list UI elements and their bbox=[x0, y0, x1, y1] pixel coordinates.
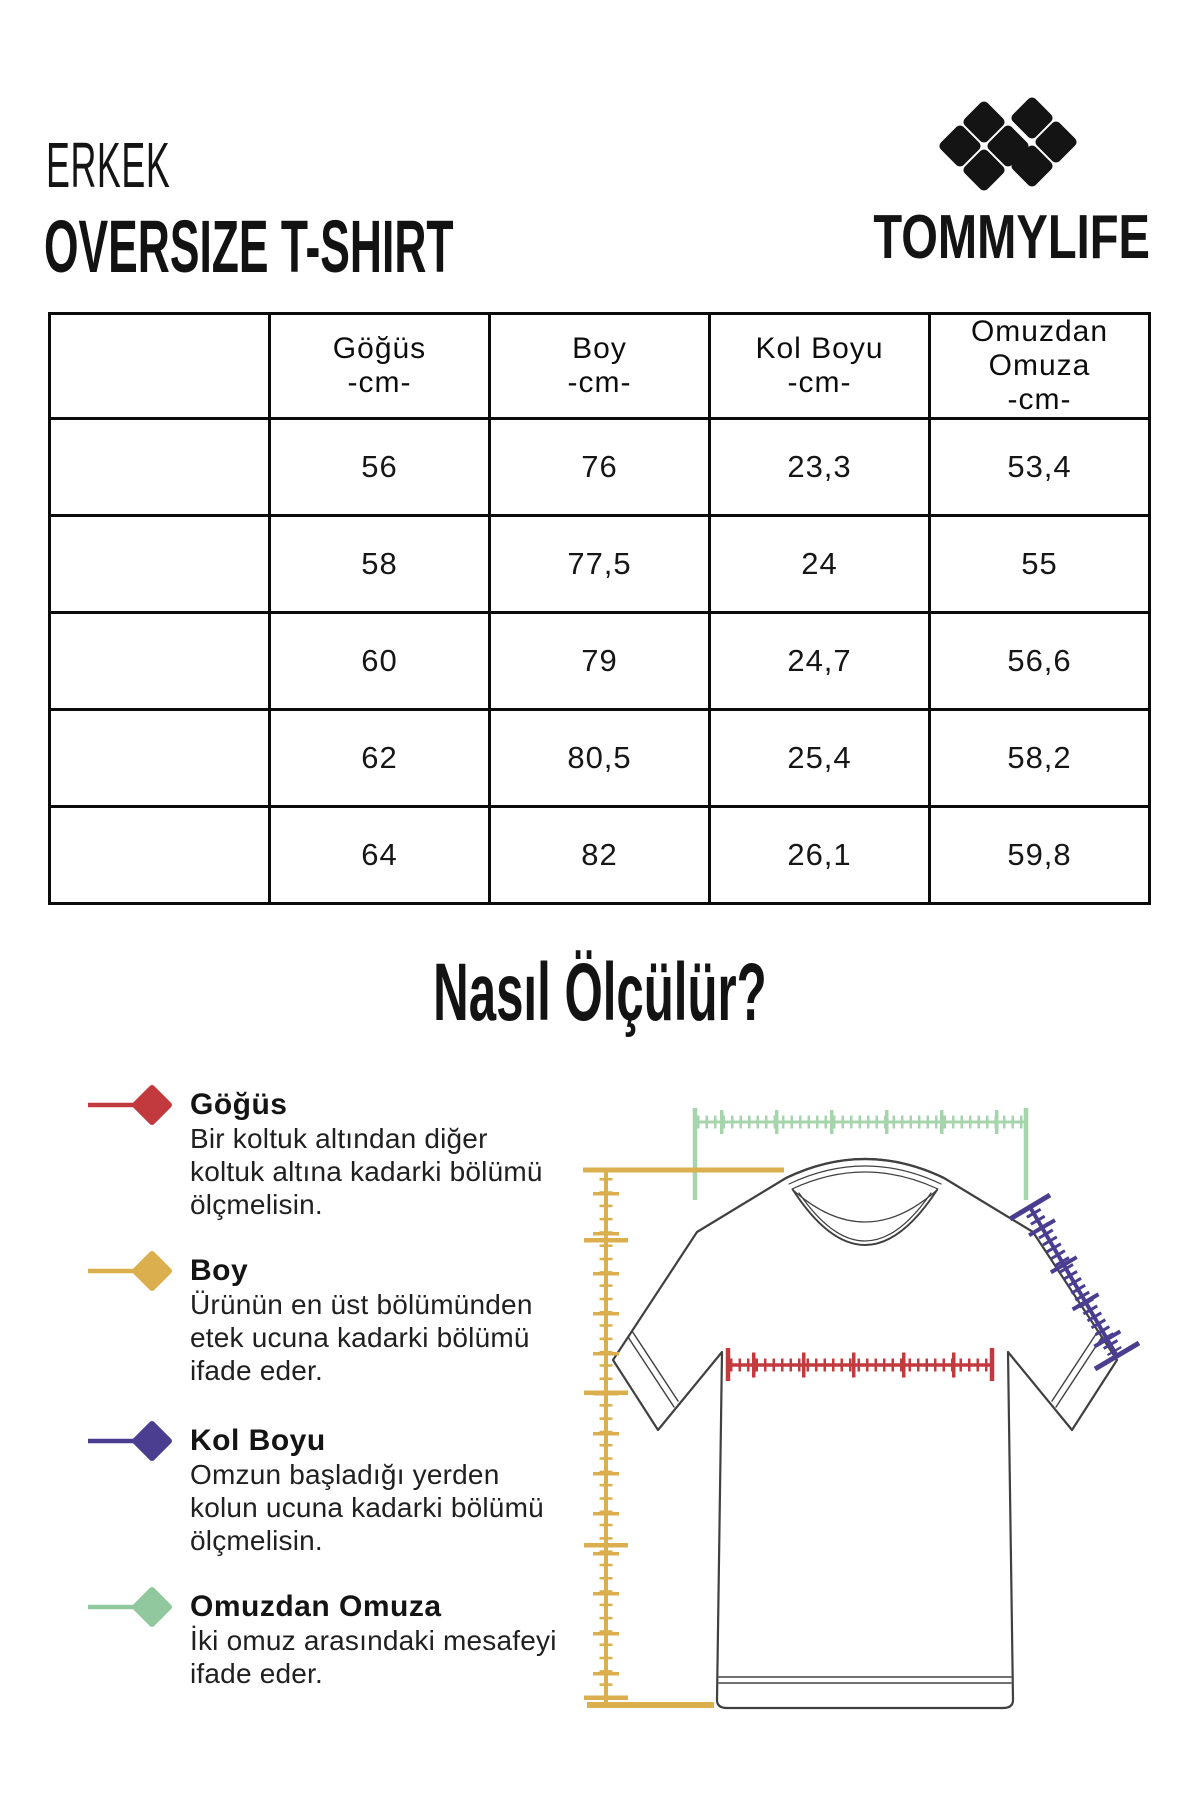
product-title: OVERSIZE T-SHIRT bbox=[44, 205, 454, 288]
size-value: 82 bbox=[490, 807, 710, 904]
brand-logo-diamonds-icon bbox=[928, 92, 1084, 196]
size-table-corner-header: Beden bbox=[50, 314, 270, 419]
size-value: 80,5 bbox=[490, 710, 710, 807]
tshirt-drawing bbox=[613, 1159, 1117, 1708]
brand-name: TOMMYLIFE bbox=[873, 203, 1150, 272]
legend-item bbox=[88, 1424, 568, 1557]
omuzdan-omuza-ruler bbox=[695, 1108, 1026, 1200]
gogus-ruler bbox=[728, 1348, 992, 1381]
size-table-row bbox=[50, 710, 1150, 807]
size-table-column-header: Kol Boyu -cm- bbox=[710, 314, 930, 419]
size-table-row bbox=[50, 516, 1150, 613]
size-value: 24 bbox=[710, 516, 930, 613]
size-table-column-header: Boy -cm- bbox=[490, 314, 710, 419]
size-value: 24,7 bbox=[710, 613, 930, 710]
legend-title: Boy bbox=[190, 1254, 249, 1287]
size-table-row bbox=[50, 807, 1150, 904]
legend-item bbox=[88, 1088, 568, 1221]
size-value: 55 bbox=[930, 516, 1150, 613]
size-table-column-header: Omuzdan Omuza -cm- bbox=[930, 314, 1150, 419]
size-table bbox=[48, 312, 1151, 905]
size-value: 79 bbox=[490, 613, 710, 710]
size-value: 25,4 bbox=[710, 710, 930, 807]
legend-diamond-icon bbox=[88, 1418, 184, 1464]
size-value: 76 bbox=[490, 419, 710, 516]
size-table-body bbox=[50, 419, 1150, 904]
legend-description: Ürünün en üst bölümünden etek ucuna kadarki bölümü ifade eder. bbox=[190, 1289, 533, 1386]
size-table-column-header: Göğüs -cm- bbox=[270, 314, 490, 419]
size-label: L bbox=[50, 613, 270, 710]
size-label: S bbox=[50, 419, 270, 516]
legend-description: İki omuz arasındaki mesafeyi ifade eder. bbox=[190, 1625, 557, 1689]
size-table-row bbox=[50, 613, 1150, 710]
size-value: 53,4 bbox=[930, 419, 1150, 516]
size-table-header-row bbox=[50, 314, 1150, 419]
how-to-heading bbox=[0, 946, 1200, 1040]
size-value: 77,5 bbox=[490, 516, 710, 613]
size-value: 23,3 bbox=[710, 419, 930, 516]
size-value: 56 bbox=[270, 419, 490, 516]
size-label: M bbox=[50, 516, 270, 613]
category-title: ERKEK bbox=[46, 129, 171, 201]
size-value: 64 bbox=[270, 807, 490, 904]
size-value: 26,1 bbox=[710, 807, 930, 904]
legend-diamond-icon bbox=[88, 1584, 184, 1630]
size-value: 58 bbox=[270, 516, 490, 613]
size-value: 58,2 bbox=[930, 710, 1150, 807]
legend-title: Omuzdan Omuza bbox=[190, 1590, 442, 1623]
legend-title: Kol Boyu bbox=[190, 1424, 326, 1457]
size-label: XL bbox=[50, 710, 270, 807]
size-value: 62 bbox=[270, 710, 490, 807]
size-label: XXL bbox=[50, 807, 270, 904]
size-value: 59,8 bbox=[930, 807, 1150, 904]
legend-title: Göğüs bbox=[190, 1088, 288, 1121]
legend-description: Omzun başladığı yerden kolun ucuna kadarki bölümü ölçmelisin. bbox=[190, 1459, 544, 1556]
size-value: 60 bbox=[270, 613, 490, 710]
kol-boyu-ruler bbox=[1010, 1195, 1139, 1369]
size-value: 56,6 bbox=[930, 613, 1150, 710]
legend-item bbox=[88, 1590, 568, 1690]
legend-diamond-icon bbox=[88, 1082, 184, 1128]
size-table-row bbox=[50, 419, 1150, 516]
legend-diamond-icon bbox=[88, 1248, 184, 1294]
boy-ruler bbox=[583, 1170, 784, 1705]
legend-description: Bir koltuk altından diğer koltuk altına kadarki bölümü ölçmelisin. bbox=[190, 1123, 543, 1220]
how-to-title: Nasıl Ölçülür? bbox=[433, 947, 767, 1038]
legend-item bbox=[88, 1254, 568, 1387]
